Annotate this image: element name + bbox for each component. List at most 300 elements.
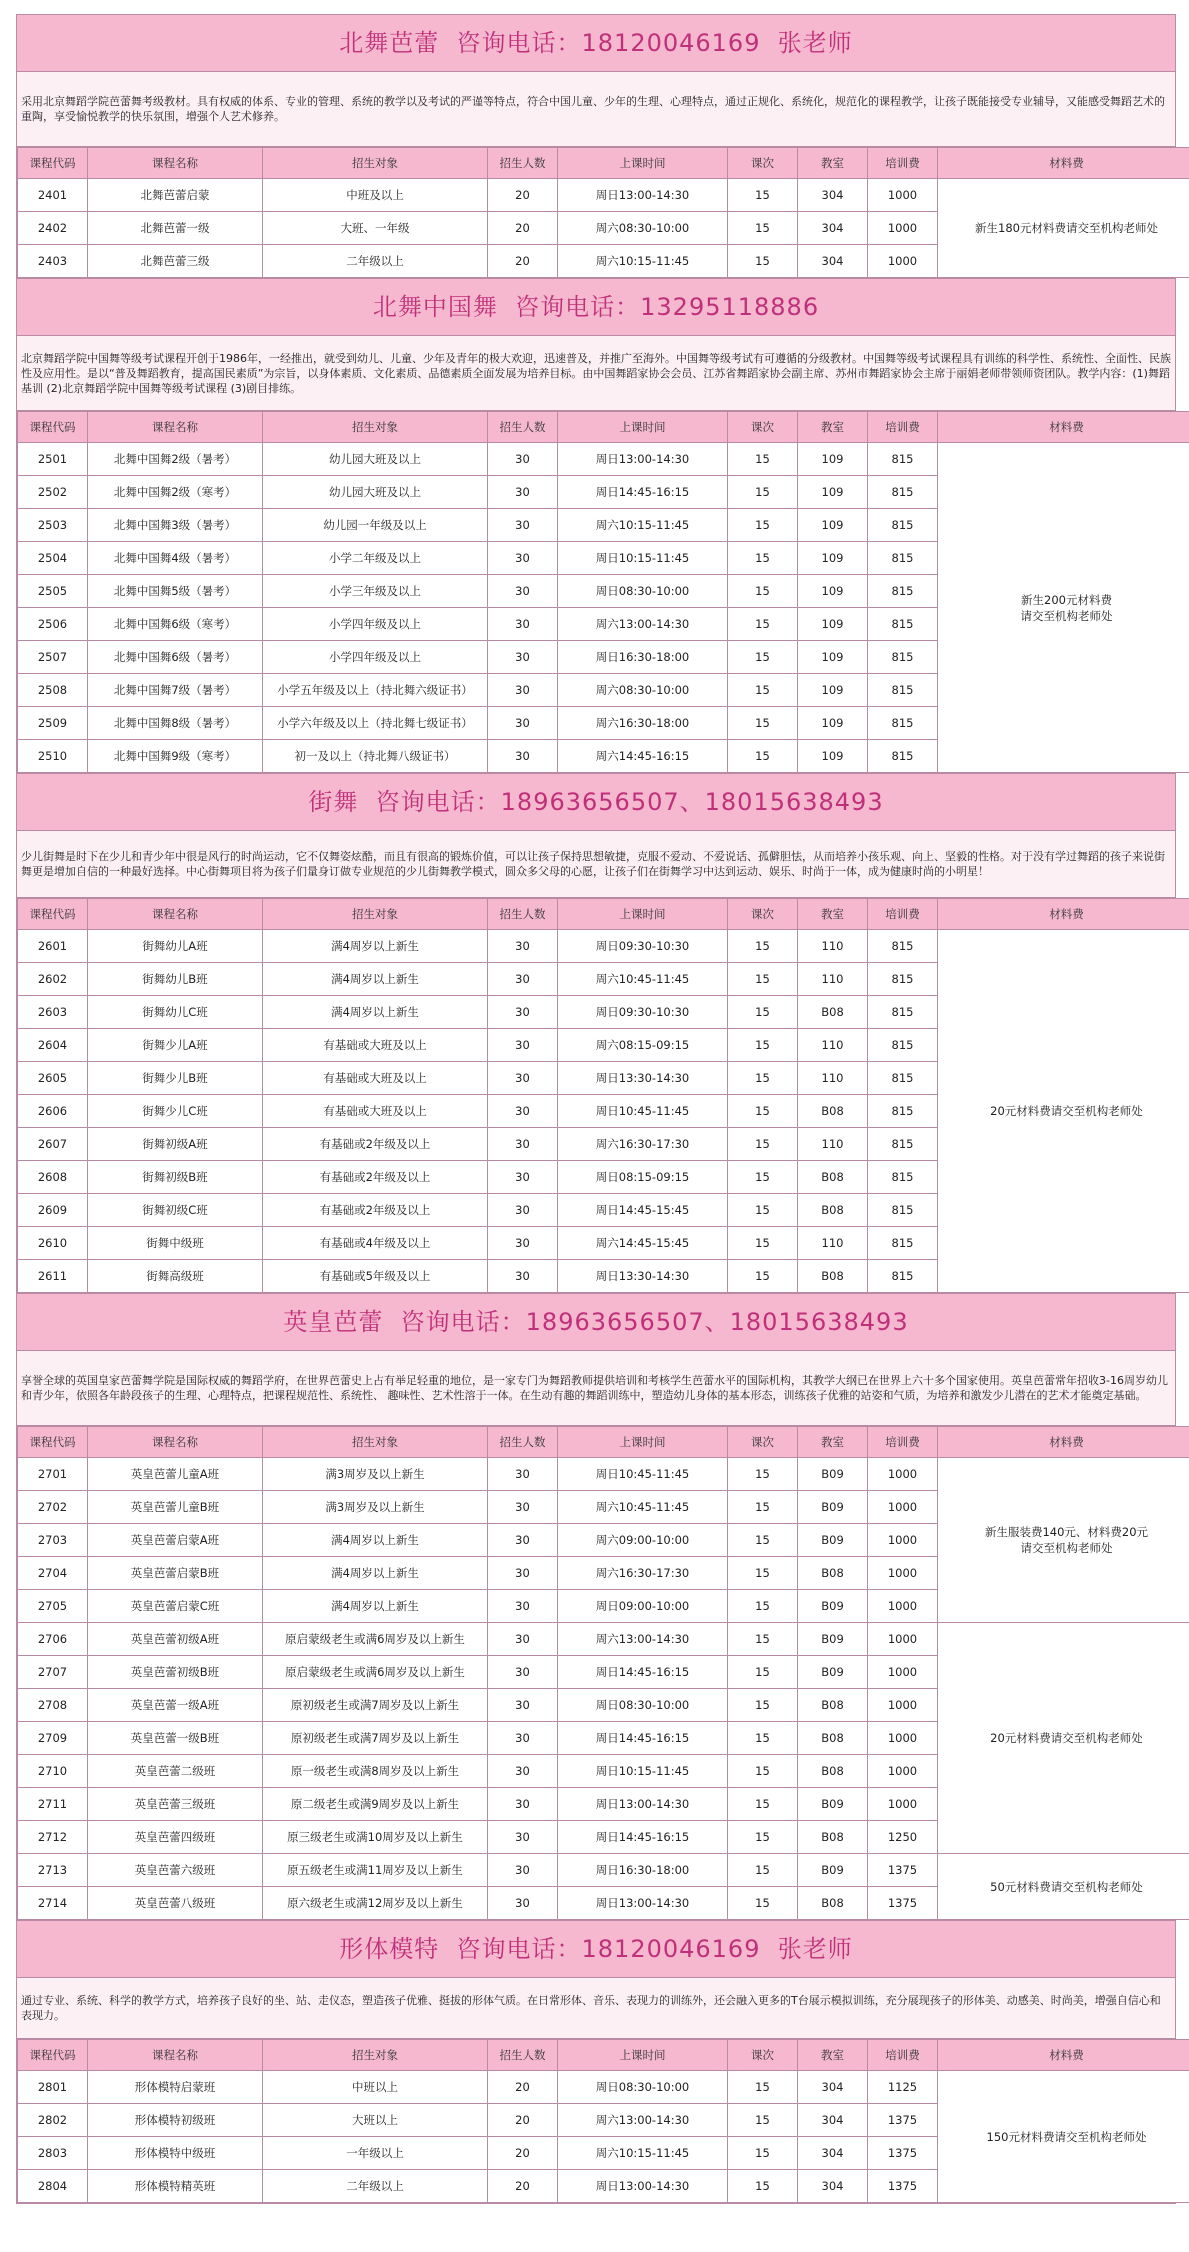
cell-tuition-fee: 1000 bbox=[868, 179, 938, 212]
cell-enrollment: 30 bbox=[488, 996, 558, 1029]
table-row bbox=[18, 1623, 1189, 1656]
cell-enrollment: 30 bbox=[488, 740, 558, 773]
cell-sessions: 15 bbox=[728, 1128, 798, 1161]
cell-class-time: 周日14:45-16:15 bbox=[558, 1656, 728, 1689]
cell-course-name: 英皇芭蕾二级班 bbox=[88, 1755, 263, 1788]
course-table bbox=[17, 2039, 1189, 2203]
cell-sessions: 15 bbox=[728, 212, 798, 245]
cell-class-time: 周日09:00-10:00 bbox=[558, 1590, 728, 1623]
cell-course-name: 街舞少儿C班 bbox=[88, 1095, 263, 1128]
cell-classroom: 110 bbox=[798, 963, 868, 996]
cell-sessions: 15 bbox=[728, 641, 798, 674]
cell-course-code: 2712 bbox=[18, 1821, 88, 1854]
cell-classroom: 304 bbox=[798, 2104, 868, 2137]
cell-enrollment: 20 bbox=[488, 2104, 558, 2137]
cell-class-time: 周日13:00-14:30 bbox=[558, 179, 728, 212]
table-header-row bbox=[18, 2040, 1189, 2071]
cell-class-time: 周日13:30-14:30 bbox=[558, 1260, 728, 1293]
cell-classroom: 109 bbox=[798, 575, 868, 608]
cell-class-time: 周日10:15-11:45 bbox=[558, 542, 728, 575]
cell-enrollment: 30 bbox=[488, 930, 558, 963]
cell-tuition-fee: 815 bbox=[868, 608, 938, 641]
cell-classroom: B09 bbox=[798, 1491, 868, 1524]
cell-sessions: 15 bbox=[728, 1227, 798, 1260]
cell-classroom: B09 bbox=[798, 1788, 868, 1821]
cell-class-time: 周六10:45-11:45 bbox=[558, 963, 728, 996]
cell-class-time: 周日13:00-14:30 bbox=[558, 2170, 728, 2203]
cell-target-students: 幼儿园大班及以上 bbox=[263, 476, 488, 509]
cell-classroom: B08 bbox=[798, 1161, 868, 1194]
cell-course-code: 2708 bbox=[18, 1689, 88, 1722]
cell-course-name: 街舞幼儿C班 bbox=[88, 996, 263, 1029]
cell-enrollment: 30 bbox=[488, 1227, 558, 1260]
cell-tuition-fee: 815 bbox=[868, 1260, 938, 1293]
cell-sessions: 15 bbox=[728, 1755, 798, 1788]
cell-tuition-fee: 1000 bbox=[868, 1491, 938, 1524]
cell-classroom: 110 bbox=[798, 1227, 868, 1260]
section-description bbox=[17, 72, 1175, 147]
cell-classroom: 110 bbox=[798, 1128, 868, 1161]
cell-tuition-fee: 815 bbox=[868, 1161, 938, 1194]
cell-material-fee: 新生180元材料费请交至机构老师处 bbox=[938, 179, 1189, 278]
cell-course-name: 街舞幼儿A班 bbox=[88, 930, 263, 963]
cell-enrollment: 30 bbox=[488, 1656, 558, 1689]
header-course-code: 课程代码 bbox=[18, 148, 88, 179]
header-material-fee: 材料费 bbox=[938, 2040, 1189, 2071]
header-classroom: 教室 bbox=[798, 2040, 868, 2071]
header-classroom: 教室 bbox=[798, 148, 868, 179]
cell-class-time: 周日08:30-10:00 bbox=[558, 575, 728, 608]
cell-classroom: B09 bbox=[798, 1458, 868, 1491]
cell-course-name: 街舞中级班 bbox=[88, 1227, 263, 1260]
cell-course-code: 2502 bbox=[18, 476, 88, 509]
cell-class-time: 周六13:00-14:30 bbox=[558, 2104, 728, 2137]
cell-tuition-fee: 1000 bbox=[868, 1557, 938, 1590]
cell-course-name: 英皇芭蕾儿童B班 bbox=[88, 1491, 263, 1524]
cell-class-time: 周日09:30-10:30 bbox=[558, 930, 728, 963]
cell-target-students: 原初级老生或满7周岁及以上新生 bbox=[263, 1689, 488, 1722]
cell-target-students: 满4周岁以上新生 bbox=[263, 1524, 488, 1557]
section-description-text: 享誉全球的英国皇家芭蕾舞学院是国际权威的舞蹈学府，在世界芭蕾史上占有举足轻重的地位，是一家专门为舞蹈教师提供培训和考核学生芭蕾水平的国际机构，其教学大纲已在世界上六十多个国家使用。英皇芭蕾常年招收3-16周岁幼儿和青少年，依照各年龄段孩子的生理、心理特点，把课程规范性、系统性、 趣味性、艺术性溶于一体。在生动有趣的舞蹈训练中，塑造幼儿身体的基本形态，训练孩子优雅的站姿和气质，为培养和激发少儿潜在的艺术才能奠定基础。 bbox=[21, 1374, 1168, 1402]
cell-class-time: 周六14:45-15:45 bbox=[558, 1227, 728, 1260]
table-header-row bbox=[18, 412, 1189, 443]
cell-sessions: 15 bbox=[728, 1722, 798, 1755]
cell-tuition-fee: 815 bbox=[868, 996, 938, 1029]
cell-enrollment: 30 bbox=[488, 443, 558, 476]
cell-classroom: 110 bbox=[798, 930, 868, 963]
cell-classroom: B08 bbox=[798, 1194, 868, 1227]
header-course-name: 课程名称 bbox=[88, 899, 263, 930]
cell-tuition-fee: 1000 bbox=[868, 1788, 938, 1821]
cell-course-code: 2403 bbox=[18, 245, 88, 278]
cell-classroom: B08 bbox=[798, 1821, 868, 1854]
cell-course-code: 2510 bbox=[18, 740, 88, 773]
cell-target-students: 满3周岁及以上新生 bbox=[263, 1458, 488, 1491]
cell-material-fee: 20元材料费请交至机构老师处 bbox=[938, 930, 1189, 1293]
cell-classroom: 304 bbox=[798, 245, 868, 278]
cell-target-students: 有基础或2年级及以上 bbox=[263, 1194, 488, 1227]
section-description bbox=[17, 831, 1175, 898]
cell-enrollment: 30 bbox=[488, 1623, 558, 1656]
cell-tuition-fee: 1375 bbox=[868, 2170, 938, 2203]
cell-enrollment: 30 bbox=[488, 707, 558, 740]
section-description bbox=[17, 336, 1175, 411]
cell-tuition-fee: 1000 bbox=[868, 1524, 938, 1557]
course-section bbox=[17, 1293, 1175, 1920]
cell-course-code: 2711 bbox=[18, 1788, 88, 1821]
cell-class-time: 周六13:00-14:30 bbox=[558, 1623, 728, 1656]
header-course-code: 课程代码 bbox=[18, 899, 88, 930]
cell-course-name: 北舞中国舞6级（暑考） bbox=[88, 641, 263, 674]
cell-sessions: 15 bbox=[728, 740, 798, 773]
cell-tuition-fee: 1000 bbox=[868, 245, 938, 278]
cell-enrollment: 30 bbox=[488, 1755, 558, 1788]
cell-classroom: 304 bbox=[798, 2170, 868, 2203]
cell-class-time: 周六08:30-10:00 bbox=[558, 212, 728, 245]
cell-sessions: 15 bbox=[728, 1623, 798, 1656]
cell-target-students: 小学五年级及以上（持北舞六级证书） bbox=[263, 674, 488, 707]
cell-course-code: 2713 bbox=[18, 1854, 88, 1887]
header-material-fee: 材料费 bbox=[938, 412, 1189, 443]
cell-enrollment: 30 bbox=[488, 542, 558, 575]
cell-enrollment: 30 bbox=[488, 476, 558, 509]
cell-enrollment: 30 bbox=[488, 1689, 558, 1722]
cell-course-code: 2801 bbox=[18, 2071, 88, 2104]
cell-tuition-fee: 1000 bbox=[868, 1689, 938, 1722]
cell-course-code: 2709 bbox=[18, 1722, 88, 1755]
course-section bbox=[17, 278, 1175, 773]
cell-classroom: 110 bbox=[798, 1029, 868, 1062]
cell-sessions: 15 bbox=[728, 1887, 798, 1920]
cell-tuition-fee: 815 bbox=[868, 476, 938, 509]
cell-tuition-fee: 815 bbox=[868, 930, 938, 963]
cell-target-students: 有基础或2年级及以上 bbox=[263, 1128, 488, 1161]
header-classroom: 教室 bbox=[798, 899, 868, 930]
cell-material-fee: 新生服装费140元、材料费20元 请交至机构老师处 bbox=[938, 1458, 1189, 1623]
header-material-fee: 材料费 bbox=[938, 899, 1189, 930]
cell-target-students: 满4周岁以上新生 bbox=[263, 1557, 488, 1590]
cell-tuition-fee: 815 bbox=[868, 443, 938, 476]
cell-enrollment: 30 bbox=[488, 1260, 558, 1293]
cell-target-students: 满4周岁以上新生 bbox=[263, 930, 488, 963]
cell-sessions: 15 bbox=[728, 245, 798, 278]
cell-class-time: 周日13:30-14:30 bbox=[558, 1062, 728, 1095]
cell-enrollment: 30 bbox=[488, 1887, 558, 1920]
header-enrollment: 招生人数 bbox=[488, 899, 558, 930]
cell-course-code: 2705 bbox=[18, 1590, 88, 1623]
cell-tuition-fee: 815 bbox=[868, 963, 938, 996]
cell-classroom: 304 bbox=[798, 2137, 868, 2170]
cell-class-time: 周日13:00-14:30 bbox=[558, 443, 728, 476]
cell-enrollment: 30 bbox=[488, 1590, 558, 1623]
cell-course-name: 英皇芭蕾三级班 bbox=[88, 1788, 263, 1821]
cell-target-students: 满3周岁及以上新生 bbox=[263, 1491, 488, 1524]
cell-classroom: 109 bbox=[798, 674, 868, 707]
cell-sessions: 15 bbox=[728, 2170, 798, 2203]
course-table bbox=[17, 1426, 1189, 1920]
cell-course-code: 2602 bbox=[18, 963, 88, 996]
cell-classroom: B09 bbox=[798, 1524, 868, 1557]
cell-tuition-fee: 1000 bbox=[868, 1722, 938, 1755]
cell-enrollment: 30 bbox=[488, 1557, 558, 1590]
cell-classroom: B08 bbox=[798, 1557, 868, 1590]
header-class-time: 上课时间 bbox=[558, 148, 728, 179]
cell-course-code: 2509 bbox=[18, 707, 88, 740]
cell-tuition-fee: 815 bbox=[868, 1227, 938, 1260]
cell-target-students: 有基础或大班及以上 bbox=[263, 1029, 488, 1062]
cell-course-code: 2701 bbox=[18, 1458, 88, 1491]
header-tuition-fee: 培训费 bbox=[868, 148, 938, 179]
cell-course-name: 北舞芭蕾三级 bbox=[88, 245, 263, 278]
cell-target-students: 二年级以上 bbox=[263, 2170, 488, 2203]
cell-enrollment: 30 bbox=[488, 1524, 558, 1557]
cell-target-students: 有基础或5年级及以上 bbox=[263, 1260, 488, 1293]
table-row bbox=[18, 2071, 1189, 2104]
cell-tuition-fee: 1000 bbox=[868, 1590, 938, 1623]
section-description-text: 通过专业、系统、科学的教学方式，培养孩子良好的坐、站、走仪态，塑造孩子优雅、挺拔的形体气质。在日常形体、音乐、表现力的训练外，还会融入更多的T台展示模拟训练，充分展现孩子的形体美、动感美、时尚美，增强自信心和表现力。 bbox=[21, 1994, 1161, 2022]
cell-tuition-fee: 1000 bbox=[868, 1458, 938, 1491]
cell-target-students: 幼儿园一年级及以上 bbox=[263, 509, 488, 542]
cell-class-time: 周六09:00-10:00 bbox=[558, 1524, 728, 1557]
cell-classroom: 304 bbox=[798, 2071, 868, 2104]
cell-classroom: B08 bbox=[798, 1260, 868, 1293]
cell-course-name: 形体模特启蒙班 bbox=[88, 2071, 263, 2104]
cell-class-time: 周日08:15-09:15 bbox=[558, 1161, 728, 1194]
cell-enrollment: 20 bbox=[488, 179, 558, 212]
section-title: 英皇芭蕾 咨询电话：18963656507、18015638493 bbox=[17, 1293, 1175, 1351]
section-description-text: 少儿街舞是时下在少儿和青少年中很是风行的时尚运动，它不仅舞姿炫酷，而且有很高的锻炼价值，可以让孩子保持思想敏捷，克服不爱动、不爱说话、孤僻胆怯，从而培养小孩乐观、向上、坚毅的性格。对于没有学过舞蹈的孩子来说街舞更是增加自信的一种最好选择。中心街舞项目将为孩子们量身订做专业规范的少儿街舞教学模式，圆众多父母的心愿，让孩子们在街舞学习中达到运动、娱乐、时尚于一体，成为健康时尚的小明星！ bbox=[21, 850, 1165, 878]
cell-enrollment: 30 bbox=[488, 575, 558, 608]
cell-course-name: 英皇芭蕾启蒙A班 bbox=[88, 1524, 263, 1557]
cell-course-name: 街舞初级A班 bbox=[88, 1128, 263, 1161]
cell-enrollment: 20 bbox=[488, 2137, 558, 2170]
cell-sessions: 15 bbox=[728, 575, 798, 608]
cell-target-students: 小学四年级及以上 bbox=[263, 608, 488, 641]
cell-target-students: 中班及以上 bbox=[263, 179, 488, 212]
cell-class-time: 周日10:45-11:45 bbox=[558, 1458, 728, 1491]
cell-tuition-fee: 1000 bbox=[868, 212, 938, 245]
cell-course-name: 街舞初级C班 bbox=[88, 1194, 263, 1227]
cell-tuition-fee: 815 bbox=[868, 542, 938, 575]
cell-target-students: 小学二年级及以上 bbox=[263, 542, 488, 575]
header-target-students: 招生对象 bbox=[263, 899, 488, 930]
cell-target-students: 小学四年级及以上 bbox=[263, 641, 488, 674]
cell-sessions: 15 bbox=[728, 443, 798, 476]
cell-class-time: 周日14:45-15:45 bbox=[558, 1194, 728, 1227]
cell-enrollment: 20 bbox=[488, 2071, 558, 2104]
cell-enrollment: 30 bbox=[488, 509, 558, 542]
cell-enrollment: 30 bbox=[488, 1722, 558, 1755]
cell-classroom: 109 bbox=[798, 740, 868, 773]
table-row bbox=[18, 1458, 1189, 1491]
section-title: 街舞 咨询电话：18963656507、18015638493 bbox=[17, 773, 1175, 831]
cell-course-code: 2803 bbox=[18, 2137, 88, 2170]
course-schedule-page bbox=[16, 14, 1176, 2204]
cell-target-students: 原启蒙级老生或满6周岁及以上新生 bbox=[263, 1656, 488, 1689]
cell-course-name: 英皇芭蕾八级班 bbox=[88, 1887, 263, 1920]
cell-class-time: 周六10:15-11:45 bbox=[558, 245, 728, 278]
header-target-students: 招生对象 bbox=[263, 2040, 488, 2071]
cell-course-code: 2508 bbox=[18, 674, 88, 707]
cell-enrollment: 30 bbox=[488, 1854, 558, 1887]
cell-course-code: 2604 bbox=[18, 1029, 88, 1062]
cell-tuition-fee: 1125 bbox=[868, 2071, 938, 2104]
cell-classroom: B09 bbox=[798, 1623, 868, 1656]
cell-course-name: 形体模特中级班 bbox=[88, 2137, 263, 2170]
header-course-code: 课程代码 bbox=[18, 412, 88, 443]
header-enrollment: 招生人数 bbox=[488, 148, 558, 179]
header-sessions: 课次 bbox=[728, 899, 798, 930]
cell-tuition-fee: 815 bbox=[868, 1029, 938, 1062]
cell-tuition-fee: 815 bbox=[868, 509, 938, 542]
cell-material-fee: 150元材料费请交至机构老师处 bbox=[938, 2071, 1189, 2203]
cell-class-time: 周六13:00-14:30 bbox=[558, 608, 728, 641]
cell-tuition-fee: 1000 bbox=[868, 1755, 938, 1788]
cell-course-code: 2706 bbox=[18, 1623, 88, 1656]
cell-classroom: B09 bbox=[798, 1854, 868, 1887]
cell-sessions: 15 bbox=[728, 1854, 798, 1887]
cell-course-code: 2804 bbox=[18, 2170, 88, 2203]
cell-target-students: 原三级老生或满10周岁及以上新生 bbox=[263, 1821, 488, 1854]
header-sessions: 课次 bbox=[728, 412, 798, 443]
cell-course-name: 英皇芭蕾初级A班 bbox=[88, 1623, 263, 1656]
cell-enrollment: 30 bbox=[488, 1194, 558, 1227]
cell-sessions: 15 bbox=[728, 1524, 798, 1557]
cell-course-code: 2606 bbox=[18, 1095, 88, 1128]
cell-course-name: 北舞中国舞2级（寒考） bbox=[88, 476, 263, 509]
course-section bbox=[17, 14, 1175, 278]
section-description-text: 采用北京舞蹈学院芭蕾舞考级教材。具有权威的体系、专业的管理、系统的教学以及考试的严谨等特点，符合中国儿童、少年的生理、心理特点，通过正规化、系统化，规范化的课程教学，让孩子既能接受专业辅导，又能感受舞蹈艺术的重陶，享受愉悦教学的快乐氛围，增强个人艺术修养。 bbox=[21, 95, 1165, 123]
cell-enrollment: 30 bbox=[488, 1062, 558, 1095]
cell-tuition-fee: 815 bbox=[868, 1062, 938, 1095]
cell-classroom: B08 bbox=[798, 1722, 868, 1755]
cell-sessions: 15 bbox=[728, 674, 798, 707]
cell-course-name: 形体模特精英班 bbox=[88, 2170, 263, 2203]
cell-class-time: 周日14:45-16:15 bbox=[558, 1722, 728, 1755]
cell-class-time: 周六14:45-16:15 bbox=[558, 740, 728, 773]
cell-target-students: 满4周岁以上新生 bbox=[263, 963, 488, 996]
header-target-students: 招生对象 bbox=[263, 1427, 488, 1458]
cell-classroom: 109 bbox=[798, 443, 868, 476]
table-row bbox=[18, 930, 1189, 963]
cell-course-name: 形体模特初级班 bbox=[88, 2104, 263, 2137]
cell-course-name: 英皇芭蕾一级B班 bbox=[88, 1722, 263, 1755]
cell-target-students: 大班、一年级 bbox=[263, 212, 488, 245]
cell-class-time: 周六16:30-17:30 bbox=[558, 1557, 728, 1590]
cell-course-code: 2608 bbox=[18, 1161, 88, 1194]
cell-material-fee: 20元材料费请交至机构老师处 bbox=[938, 1623, 1189, 1854]
header-course-name: 课程名称 bbox=[88, 1427, 263, 1458]
cell-enrollment: 30 bbox=[488, 1095, 558, 1128]
cell-course-code: 2601 bbox=[18, 930, 88, 963]
cell-classroom: 109 bbox=[798, 641, 868, 674]
cell-course-name: 英皇芭蕾启蒙C班 bbox=[88, 1590, 263, 1623]
cell-course-name: 街舞初级B班 bbox=[88, 1161, 263, 1194]
header-class-time: 上课时间 bbox=[558, 899, 728, 930]
cell-course-code: 2702 bbox=[18, 1491, 88, 1524]
header-sessions: 课次 bbox=[728, 148, 798, 179]
cell-course-name: 英皇芭蕾儿童A班 bbox=[88, 1458, 263, 1491]
cell-classroom: 109 bbox=[798, 509, 868, 542]
cell-course-code: 2603 bbox=[18, 996, 88, 1029]
cell-enrollment: 30 bbox=[488, 1788, 558, 1821]
cell-class-time: 周日16:30-18:00 bbox=[558, 641, 728, 674]
cell-tuition-fee: 1250 bbox=[868, 1821, 938, 1854]
cell-class-time: 周日13:00-14:30 bbox=[558, 1887, 728, 1920]
cell-enrollment: 30 bbox=[488, 1161, 558, 1194]
cell-material-fee: 50元材料费请交至机构老师处 bbox=[938, 1854, 1189, 1920]
cell-material-fee: 新生200元材料费 请交至机构老师处 bbox=[938, 443, 1189, 773]
cell-target-students: 满4周岁以上新生 bbox=[263, 996, 488, 1029]
table-header-row bbox=[18, 148, 1189, 179]
section-description bbox=[17, 1978, 1175, 2039]
cell-class-time: 周六16:30-18:00 bbox=[558, 707, 728, 740]
cell-classroom: B09 bbox=[798, 1656, 868, 1689]
cell-course-code: 2505 bbox=[18, 575, 88, 608]
cell-class-time: 周六08:15-09:15 bbox=[558, 1029, 728, 1062]
section-description-text: 北京舞蹈学院中国舞等级考试课程开创于1986年，一经推出，就受到幼儿、儿童、少年及青年的极大欢迎，迅速普及，并推广至海外。中国舞等级考试有可遵循的分级教材。中国舞等级考试课程具有训练的科学性、系统性、全面性、民族性及应用性。是以“普及舞蹈教育，提高国民素质”为宗旨，以身体素质、文化素质、品德素质全面发展为培养目标。由中国舞蹈家协会会员、江苏省舞蹈家协会副主席、苏州市舞蹈家协会主席于丽娟老师带领师资团队。教学内容：(1)舞蹈基训 (2)北京舞蹈学院中国舞等级考试课程 (3)剧目排练。 bbox=[21, 351, 1171, 395]
cell-class-time: 周日08:30-10:00 bbox=[558, 1689, 728, 1722]
cell-target-students: 原初级老生或满7周岁及以上新生 bbox=[263, 1722, 488, 1755]
cell-course-code: 2605 bbox=[18, 1062, 88, 1095]
cell-classroom: B08 bbox=[798, 1887, 868, 1920]
cell-sessions: 15 bbox=[728, 1491, 798, 1524]
cell-course-code: 2611 bbox=[18, 1260, 88, 1293]
cell-classroom: B08 bbox=[798, 1689, 868, 1722]
cell-sessions: 15 bbox=[728, 608, 798, 641]
cell-course-name: 北舞中国舞9级（寒考） bbox=[88, 740, 263, 773]
cell-target-students: 原五级老生或满11周岁及以上新生 bbox=[263, 1854, 488, 1887]
cell-sessions: 15 bbox=[728, 2104, 798, 2137]
cell-target-students: 满4周岁以上新生 bbox=[263, 1590, 488, 1623]
cell-sessions: 15 bbox=[728, 2137, 798, 2170]
cell-class-time: 周日14:45-16:15 bbox=[558, 476, 728, 509]
cell-classroom: B09 bbox=[798, 1590, 868, 1623]
cell-classroom: 109 bbox=[798, 542, 868, 575]
cell-sessions: 15 bbox=[728, 707, 798, 740]
cell-classroom: 109 bbox=[798, 608, 868, 641]
header-class-time: 上课时间 bbox=[558, 2040, 728, 2071]
header-sessions: 课次 bbox=[728, 2040, 798, 2071]
cell-course-name: 英皇芭蕾四级班 bbox=[88, 1821, 263, 1854]
cell-sessions: 15 bbox=[728, 963, 798, 996]
course-section bbox=[17, 773, 1175, 1293]
cell-target-students: 小学三年级及以上 bbox=[263, 575, 488, 608]
table-row bbox=[18, 443, 1189, 476]
cell-course-name: 街舞少儿A班 bbox=[88, 1029, 263, 1062]
cell-target-students: 有基础或大班及以上 bbox=[263, 1062, 488, 1095]
cell-course-name: 英皇芭蕾一级A班 bbox=[88, 1689, 263, 1722]
cell-class-time: 周日13:00-14:30 bbox=[558, 1788, 728, 1821]
header-target-students: 招生对象 bbox=[263, 412, 488, 443]
cell-target-students: 中班以上 bbox=[263, 2071, 488, 2104]
cell-sessions: 15 bbox=[728, 1590, 798, 1623]
cell-sessions: 15 bbox=[728, 930, 798, 963]
cell-sessions: 15 bbox=[728, 1194, 798, 1227]
header-course-code: 课程代码 bbox=[18, 1427, 88, 1458]
header-enrollment: 招生人数 bbox=[488, 412, 558, 443]
header-tuition-fee: 培训费 bbox=[868, 1427, 938, 1458]
cell-course-name: 北舞中国舞6级（寒考） bbox=[88, 608, 263, 641]
cell-course-code: 2707 bbox=[18, 1656, 88, 1689]
cell-classroom: 109 bbox=[798, 707, 868, 740]
cell-target-students: 二年级以上 bbox=[263, 245, 488, 278]
cell-course-code: 2402 bbox=[18, 212, 88, 245]
cell-tuition-fee: 815 bbox=[868, 1128, 938, 1161]
cell-target-students: 原六级老生或满12周岁及以上新生 bbox=[263, 1887, 488, 1920]
cell-sessions: 15 bbox=[728, 509, 798, 542]
header-material-fee: 材料费 bbox=[938, 1427, 1189, 1458]
